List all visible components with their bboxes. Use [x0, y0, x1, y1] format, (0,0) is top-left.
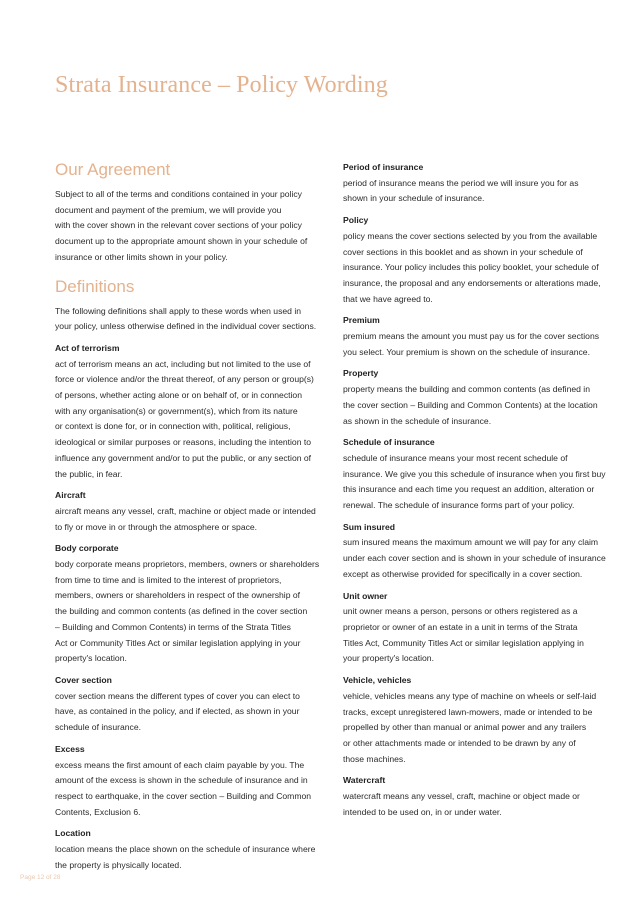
definition-line: as shown in the schedule of insurance. — [343, 415, 492, 426]
definition-line: shown in your schedule of insurance. — [343, 193, 485, 204]
definition-term: Aircraft — [55, 490, 86, 501]
definition-line: property means the building and common contents (as defined in — [343, 384, 590, 395]
definition-line: policy means the cover sections selected by you from the available — [343, 230, 598, 241]
agreement-line: insurance or other limits shown in your policy. — [55, 251, 228, 262]
definitions-intro-line: your policy, unless otherwise defined in the individual cover sections. — [55, 321, 317, 332]
page-footer: Page 12 of 28 — [20, 874, 61, 881]
definition-entry — [55, 541, 322, 667]
definition-entry — [55, 742, 322, 821]
definition-entry — [343, 213, 615, 307]
definition-line: Titles Act, Community Titles Act or similar legislation applying in — [343, 637, 584, 648]
definition-term: Cover section — [55, 674, 112, 685]
definition-entry — [55, 673, 322, 736]
definition-line: excess means the first amount of each claim payable by you. The — [55, 759, 305, 770]
definition-entry — [343, 313, 615, 360]
definition-term: Period of insurance — [343, 162, 424, 172]
definition-line: insurance, the proposal and any endorsements or alterations made, — [343, 277, 601, 288]
definition-term: Unit owner — [343, 590, 388, 601]
definition-entry — [343, 520, 615, 583]
definition-entry — [55, 826, 322, 873]
definition-term: Premium — [343, 315, 380, 326]
definition-line: intended to be used on, in or under water. — [343, 806, 502, 817]
definition-term: Body corporate — [55, 543, 119, 554]
definition-line: the cover section – Building and Common Contents) at the location — [343, 399, 598, 410]
definition-line: except as otherwise provided for specifically in a cover section. — [343, 568, 583, 579]
agreement-line: document and payment of the premium, we will provide you — [55, 204, 282, 215]
definition-line: you select. Your premium is shown on the schedule of insurance. — [343, 346, 590, 357]
definition-line: Contents, Exclusion 6. — [55, 806, 141, 817]
right-column — [343, 158, 615, 826]
agreement-heading: Our Agreement — [55, 160, 171, 179]
definition-line: watercraft means any vessel, craft, machine or object made or — [343, 791, 580, 802]
definition-entry — [343, 435, 615, 514]
left-column — [55, 158, 322, 879]
definition-term: Watercraft — [343, 775, 386, 786]
definition-line: aircraft means any vessel, craft, machine or object made or intended — [55, 505, 316, 516]
definition-term: Schedule of insurance — [343, 437, 435, 448]
definition-line: respect to earthquake, in the cover section – Building and Common — [55, 790, 312, 801]
definition-line: under each cover section and is shown in your schedule of insurance — [343, 553, 606, 564]
definition-term: Location — [55, 828, 91, 839]
definition-line: premium means the amount you must pay us for the cover sections — [343, 331, 600, 342]
page-title: Strata Insurance – Policy Wording — [55, 72, 388, 98]
definition-line: vehicle, vehicles means any type of machine on wheels or self-laid — [343, 690, 597, 701]
definition-entry — [343, 366, 615, 429]
definition-line: – Building and Common Contents) in terms of the Strata Titles — [55, 621, 291, 632]
definition-line: Act or Community Titles Act or similar legislation applying in your — [55, 637, 301, 648]
definition-line: cover section means the different types of cover you can elect to — [55, 690, 300, 701]
agreement-line: document up to the appropriate amount shown in your schedule of — [55, 236, 308, 247]
definition-line: those machines. — [343, 753, 406, 764]
definition-line: insurance. We give you this schedule of insurance when you first buy — [343, 468, 606, 479]
definition-line: body corporate means proprietors, members, owners or shareholders — [55, 559, 320, 570]
definition-line: of persons, whether acting alone or on behalf of, or in connection — [55, 390, 302, 401]
definition-line: have, as contained in the policy, and if elected, as shown in your — [55, 706, 300, 717]
definition-line: renewal. The schedule of insurance forms part of your policy. — [343, 500, 575, 511]
definition-line: amount of the excess is shown in the schedule of insurance and in — [55, 775, 308, 786]
definition-term: Property — [343, 368, 379, 379]
definition-term: Act of terrorism — [55, 342, 120, 353]
definition-term: Vehicle, vehicles — [343, 675, 412, 686]
definition-line: your property's location. — [343, 653, 434, 664]
definition-line: or other attachments made or intended to be drawn by any of — [343, 737, 576, 748]
agreement-line: Subject to all of the terms and conditions contained in your policy — [55, 189, 302, 199]
definition-line: influence any government and/or to put the public, or any section of — [55, 452, 312, 463]
definition-line: or context is done for, or in connection with, political, religious, — [55, 421, 291, 432]
definition-line: from time to time and is limited to the interest of proprietors, — [55, 574, 282, 585]
definition-entry — [55, 488, 322, 535]
definition-line: schedule of insurance means your most recent schedule of — [343, 452, 568, 463]
definition-entry — [55, 341, 322, 482]
definition-line: act of terrorism means an act, including but not limited to the use of — [55, 358, 311, 369]
definition-line: location means the place shown on the schedule of insurance where — [55, 844, 316, 855]
definition-line: ideological or similar purposes or reasons, including the intention to — [55, 437, 312, 448]
definition-line: to fly or move in or through the atmosphere or space. — [55, 521, 258, 532]
definitions-intro-line: The following definitions shall apply to these words when used in — [55, 305, 302, 316]
definition-line: with any organisation(s) or government(s), which from its nature — [55, 405, 298, 416]
agreement-line: with the cover shown in the relevant cover sections of your policy — [55, 220, 302, 231]
definition-line: unit owner means a person, persons or others registered as a — [343, 606, 578, 617]
definition-line: propelled by other than manual or animal power and any trailers — [343, 722, 587, 733]
definition-line: insurance. Your policy includes this policy booklet, your schedule of — [343, 262, 599, 273]
definition-line: the property is physically located. — [55, 859, 182, 870]
definition-line: the public, in fear. — [55, 468, 123, 479]
definition-term: Sum insured — [343, 521, 396, 532]
definition-line: sum insured means the maximum amount we will pay for any claim — [343, 537, 599, 548]
definition-line: the building and common contents (as defined in the cover section — [55, 606, 308, 617]
definition-entry — [343, 160, 615, 207]
definitions-intro — [55, 304, 322, 335]
definition-line: members, owners or shareholders in respect of the ownership of — [55, 590, 301, 601]
definition-term: Policy — [343, 215, 369, 226]
definition-line: property's location. — [55, 653, 127, 664]
definition-line: cover sections in this booklet and as shown in your schedule of — [343, 246, 583, 257]
definition-term: Excess — [55, 743, 85, 754]
agreement-text — [55, 187, 322, 266]
definition-line: schedule of insurance. — [55, 722, 141, 733]
definition-line: that we have agreed to. — [343, 293, 433, 304]
left-definitions-list — [55, 341, 322, 874]
definition-line: this insurance and each time you request an addition, alteration or — [343, 484, 595, 495]
definition-line: tracks, except unregistered lawn-mowers, made or intended to be — [343, 706, 593, 717]
definition-line: period of insurance means the period we will insure you for as — [343, 177, 579, 188]
definition-entry — [343, 773, 615, 820]
definition-line: force or violence and/or the threat thereof, of any person or group(s) — [55, 374, 314, 385]
right-definitions-list — [343, 160, 615, 820]
definition-entry — [343, 589, 615, 668]
definitions-heading: Definitions — [55, 276, 135, 296]
definition-entry — [343, 673, 615, 767]
definition-line: proprietor or owner of an estate in a unit in terms of the Strata — [343, 621, 578, 632]
